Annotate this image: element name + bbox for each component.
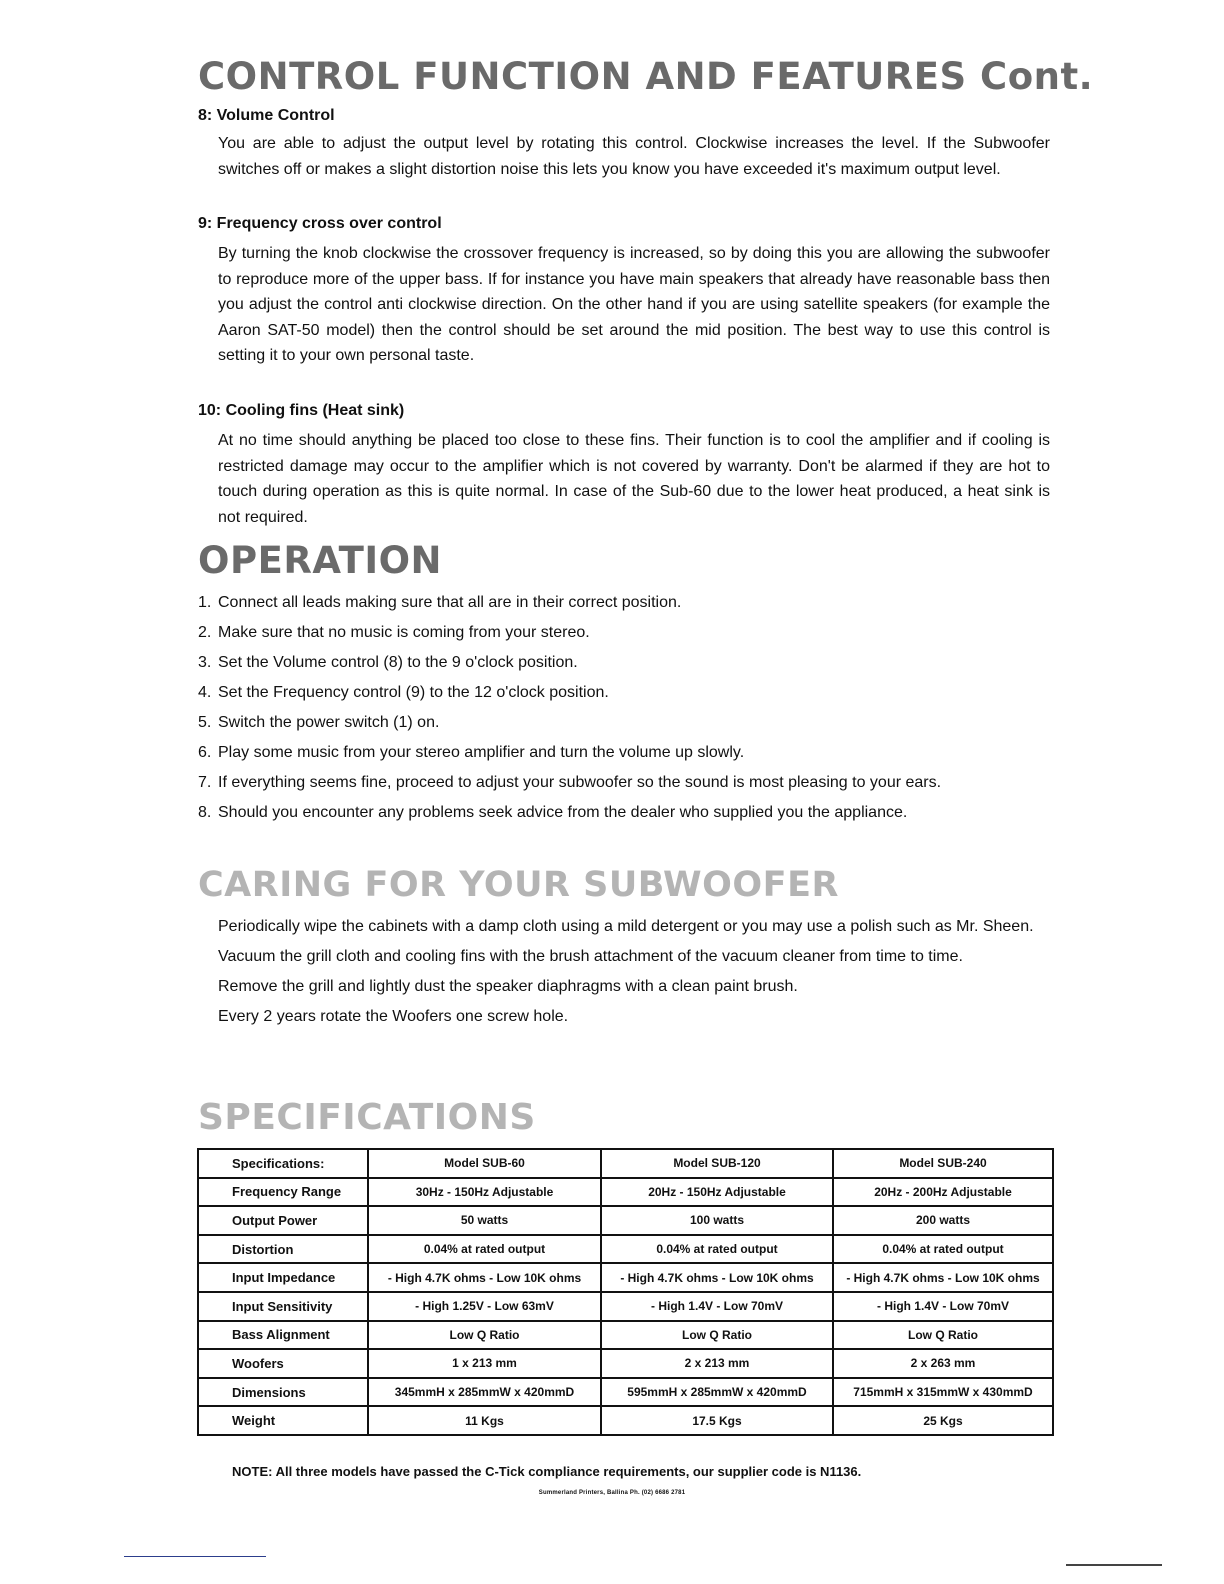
step-text: If everything seems fine, proceed to adjust your subwoofer so the sound is most pleasing to your ears. [218,774,942,791]
spec-header-label: Specifications: [198,1149,368,1178]
step-number: 3. [198,654,212,671]
spec-cell: 2 x 263 mm [833,1349,1053,1378]
care-paragraph: Periodically wipe the cabinets with a damp cloth using a mild detergent or you may use a polish such as Mr. Sheen. [218,918,1034,935]
step-text: Set the Frequency control (9) to the 12 o'clock position. [218,684,609,701]
spec-row-label: Weight [198,1406,368,1435]
compliance-note: NOTE: All three models have passed the C-Tick compliance requirements, our supplier code is N1136. [232,1464,862,1479]
spec-cell: 715mmH x 315mmW x 430mmD [833,1378,1053,1407]
spec-row-label: Input Impedance [198,1263,368,1292]
spec-cell: - High 1.4V - Low 70mV [601,1292,833,1321]
step-number: 1. [198,594,212,611]
operation-step [198,740,1050,766]
step-number: 8. [198,804,212,821]
spec-cell: 0.04% at rated output [833,1235,1053,1264]
footer-rule-left [124,1556,266,1557]
spec-row-label: Frequency Range [198,1178,368,1207]
care-paragraph: Remove the grill and lightly dust the speaker diaphragms with a clean paint brush. [218,978,798,995]
spec-cell: 20Hz - 150Hz Adjustable [601,1178,833,1207]
specifications-title: SPECIFICATIONS [198,1097,536,1138]
cooling-fins-heading: 10: Cooling fins (Heat sink) [198,402,405,419]
spec-cell: Low Q Ratio [368,1321,601,1350]
step-text: Make sure that no music is coming from your stereo. [218,624,590,641]
spec-header-model: Model SUB-240 [833,1149,1053,1178]
spec-cell: 30Hz - 150Hz Adjustable [368,1178,601,1207]
spec-row [198,1378,1053,1407]
spec-row-label: Output Power [198,1206,368,1235]
step-number: 4. [198,684,212,701]
spec-row [198,1292,1053,1321]
specifications-table [197,1148,1054,1436]
caring-instructions [218,914,1050,1034]
step-number: 6. [198,744,212,761]
operation-step [198,710,1050,736]
spec-cell: 1 x 213 mm [368,1349,601,1378]
spec-header-row [198,1149,1053,1178]
spec-cell: - High 1.25V - Low 63mV [368,1292,601,1321]
spec-header-model: Model SUB-60 [368,1149,601,1178]
care-paragraph: Every 2 years rotate the Woofers one screw hole. [218,1008,569,1025]
step-text: Play some music from your stereo amplifier and turn the volume up slowly. [218,744,745,761]
spec-cell: 25 Kgs [833,1406,1053,1435]
control-features-title: CONTROL FUNCTION AND FEATURES Cont. [198,55,1094,98]
spec-cell: 17.5 Kgs [601,1406,833,1435]
spec-cell: 100 watts [601,1206,833,1235]
spec-cell: 0.04% at rated output [601,1235,833,1264]
spec-cell: - High 1.4V - Low 70mV [833,1292,1053,1321]
care-paragraph: Vacuum the grill cloth and cooling fins with the brush attachment of the vacuum cleaner from time to time. [218,948,963,965]
operation-step [198,590,1050,616]
spec-cell: 11 Kgs [368,1406,601,1435]
spec-cell: 20Hz - 200Hz Adjustable [833,1178,1053,1207]
caring-title: CARING FOR YOUR SUBWOOFER [198,865,839,905]
spec-row [198,1321,1053,1350]
spec-row-label: Distortion [198,1235,368,1264]
spec-cell: - High 4.7K ohms - Low 10K ohms [833,1263,1053,1292]
spec-cell: 345mmH x 285mmW x 420mmD [368,1378,601,1407]
spec-cell: Low Q Ratio [833,1321,1053,1350]
volume-control-text: You are able to adjust the output level by rotating this control. Clockwise increases the level. If the Subwoofer switches off or makes a slight distortion noise this lets you know you have exceeded it's maximum output level. [218,135,1050,178]
spec-row [198,1349,1053,1378]
step-number: 2. [198,624,212,641]
operation-step [198,770,1050,796]
spec-row-label: Woofers [198,1349,368,1378]
spec-cell: Low Q Ratio [601,1321,833,1350]
step-text: Connect all leads making sure that all are in their correct position. [218,594,682,611]
spec-row-label: Bass Alignment [198,1321,368,1350]
cooling-fins-text: At no time should anything be placed too close to these fins. Their function is to cool the amplifier and if cooling is restricted damage may occur to the amplifier which is not covered by warranty. Don't be alarmed if they are hot to touch during operation as this is quite normal. In case of the Sub-60 due to the lower heat produced, a heat sink is not required. [218,432,1050,526]
spec-row [198,1178,1053,1207]
step-text: Set the Volume control (8) to the 9 o'clock position. [218,654,578,671]
operation-steps [198,590,1050,826]
spec-cell: 595mmH x 285mmW x 420mmD [601,1378,833,1407]
frequency-control-heading: 9: Frequency cross over control [198,215,442,232]
spec-row [198,1235,1053,1264]
spec-cell: 2 x 213 mm [601,1349,833,1378]
spec-cell: - High 4.7K ohms - Low 10K ohms [601,1263,833,1292]
operation-step [198,800,1050,826]
spec-cell: 0.04% at rated output [368,1235,601,1264]
operation-step [198,650,1050,676]
step-text: Should you encounter any problems seek advice from the dealer who supplied you the appliance. [218,804,908,821]
footer-rule-right [1066,1564,1162,1566]
operation-title: OPERATION [198,539,443,582]
volume-control-heading: 8: Volume Control [198,107,335,124]
operation-step [198,620,1050,646]
printer-credit: Summerland Printers, Ballina Ph. (02) 6686 2781 [538,1490,686,1496]
spec-cell: - High 4.7K ohms - Low 10K ohms [368,1263,601,1292]
step-text: Switch the power switch (1) on. [218,714,440,731]
spec-row-label: Input Sensitivity [198,1292,368,1321]
spec-row [198,1206,1053,1235]
operation-step [198,680,1050,706]
frequency-control-text: By turning the knob clockwise the crossover frequency is increased, so by doing this you are allowing the subwoofer to reproduce more of the upper bass. If for instance you have main speakers that already have reasonable bass then you adjust the control anti clockwise direction. On the other hand if you are using satellite speakers (for example the Aaron SAT-50 model) then the control should be set around the mid position. The best way to use this control is setting it to your own personal taste. [218,245,1050,364]
spec-cell: 200 watts [833,1206,1053,1235]
spec-row [198,1406,1053,1435]
step-number: 7. [198,774,212,791]
step-number: 5. [198,714,212,731]
spec-cell: 50 watts [368,1206,601,1235]
spec-row-label: Dimensions [198,1378,368,1407]
spec-header-model: Model SUB-120 [601,1149,833,1178]
spec-row [198,1263,1053,1292]
